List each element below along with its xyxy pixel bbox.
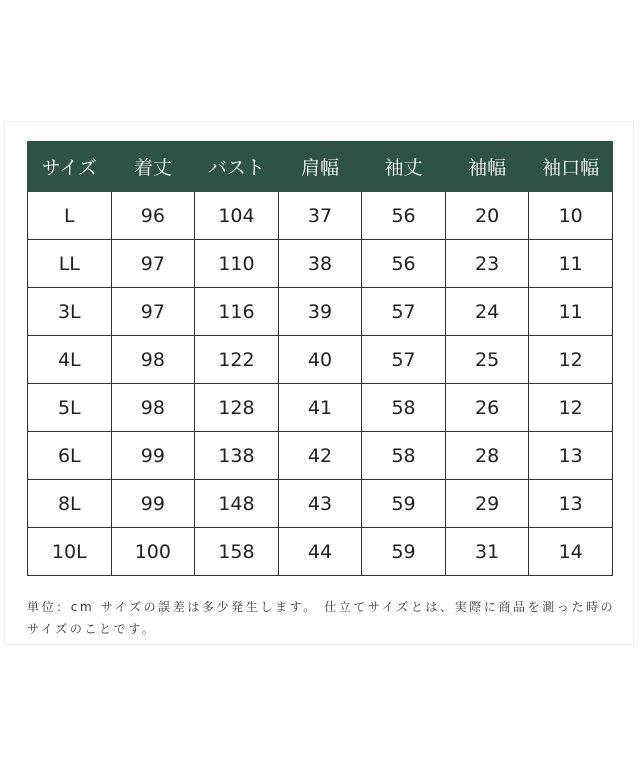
cell-sleeve-length: 56 <box>362 192 446 240</box>
header-sleeve-width: 袖幅 <box>445 142 529 192</box>
cell-size: 4L <box>28 336 112 384</box>
cell-bust: 110 <box>195 240 279 288</box>
cell-sleeve-width: 26 <box>445 384 529 432</box>
cell-sleeve-length: 58 <box>362 432 446 480</box>
cell-cuff-width: 13 <box>529 480 613 528</box>
size-note: 単位：cm サイズの誤差は多少発生します。 仕立てサイズとは、実際に商品を測った時のサイズのことです。 <box>27 600 616 636</box>
cell-bust: 148 <box>195 480 279 528</box>
table-row <box>28 384 613 432</box>
cell-cuff-width: 14 <box>529 528 613 576</box>
cell-length: 99 <box>111 432 195 480</box>
cell-shoulder-width: 39 <box>278 288 362 336</box>
table-row <box>28 336 613 384</box>
cell-length: 96 <box>111 192 195 240</box>
cell-sleeve-width: 25 <box>445 336 529 384</box>
cell-sleeve-width: 29 <box>445 480 529 528</box>
cell-length: 98 <box>111 384 195 432</box>
cell-length: 99 <box>111 480 195 528</box>
table-row <box>28 240 613 288</box>
cell-shoulder-width: 42 <box>278 432 362 480</box>
cell-shoulder-width: 44 <box>278 528 362 576</box>
cell-cuff-width: 13 <box>529 432 613 480</box>
cell-size: 8L <box>28 480 112 528</box>
cell-cuff-width: 11 <box>529 288 613 336</box>
cell-sleeve-width: 23 <box>445 240 529 288</box>
cell-sleeve-length: 59 <box>362 480 446 528</box>
table-header-row <box>28 142 613 192</box>
cell-shoulder-width: 38 <box>278 240 362 288</box>
cell-cuff-width: 12 <box>529 384 613 432</box>
table-row <box>28 288 613 336</box>
cell-size: 5L <box>28 384 112 432</box>
cell-sleeve-width: 24 <box>445 288 529 336</box>
cell-size: 10L <box>28 528 112 576</box>
cell-sleeve-width: 28 <box>445 432 529 480</box>
cell-shoulder-width: 43 <box>278 480 362 528</box>
cell-sleeve-length: 56 <box>362 240 446 288</box>
header-cuff-width: 袖口幅 <box>529 142 613 192</box>
table-row <box>28 192 613 240</box>
header-size: サイズ <box>28 142 112 192</box>
cell-bust: 128 <box>195 384 279 432</box>
cell-sleeve-length: 57 <box>362 336 446 384</box>
header-shoulder-width: 肩幅 <box>278 142 362 192</box>
cell-cuff-width: 10 <box>529 192 613 240</box>
cell-bust: 104 <box>195 192 279 240</box>
cell-length: 97 <box>111 240 195 288</box>
cell-sleeve-length: 57 <box>362 288 446 336</box>
cell-length: 100 <box>111 528 195 576</box>
cell-length: 97 <box>111 288 195 336</box>
cell-size: LL <box>28 240 112 288</box>
cell-shoulder-width: 41 <box>278 384 362 432</box>
cell-bust: 138 <box>195 432 279 480</box>
cell-shoulder-width: 40 <box>278 336 362 384</box>
cell-shoulder-width: 37 <box>278 192 362 240</box>
table-row <box>28 528 613 576</box>
header-length: 着丈 <box>111 142 195 192</box>
size-chart-table <box>27 141 613 576</box>
header-sleeve-length: 袖丈 <box>362 142 446 192</box>
cell-size: 3L <box>28 288 112 336</box>
cell-sleeve-length: 59 <box>362 528 446 576</box>
cell-sleeve-width: 20 <box>445 192 529 240</box>
cell-bust: 122 <box>195 336 279 384</box>
cell-bust: 158 <box>195 528 279 576</box>
cell-sleeve-length: 58 <box>362 384 446 432</box>
cell-sleeve-width: 31 <box>445 528 529 576</box>
header-bust: バスト <box>195 142 279 192</box>
table-row <box>28 480 613 528</box>
cell-length: 98 <box>111 336 195 384</box>
cell-cuff-width: 12 <box>529 336 613 384</box>
cell-size: 6L <box>28 432 112 480</box>
table-row <box>28 432 613 480</box>
cell-bust: 116 <box>195 288 279 336</box>
cell-size: L <box>28 192 112 240</box>
cell-cuff-width: 11 <box>529 240 613 288</box>
